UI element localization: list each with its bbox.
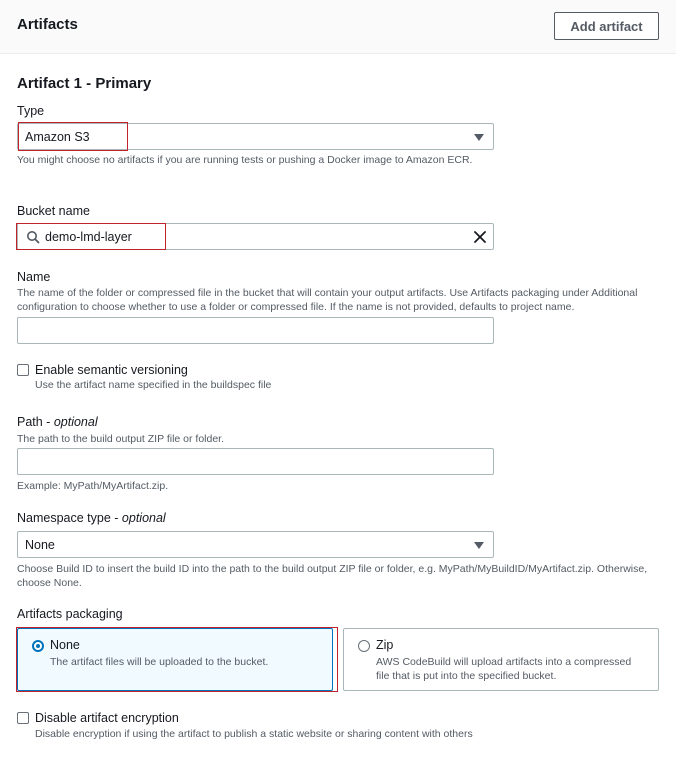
path-example: Example: MyPath/MyArtifact.zip. (17, 480, 169, 492)
caret-down-icon (474, 134, 484, 141)
path-label (17, 415, 98, 429)
namespace-description-1: Choose Build ID to insert the build ID into the path to the build output ZIP file or folder, e.g. MyPath/MyBuildID/MyArtifact.zip. Otherwise, (17, 563, 648, 575)
close-icon[interactable] (473, 230, 487, 244)
bucket-search-input[interactable] (17, 223, 494, 250)
semantic-versioning-description: Use the artifact name specified in the buildspec file (35, 379, 272, 391)
path-optional-text: optional (53, 415, 98, 429)
radio-zip[interactable] (358, 640, 370, 652)
artifact-section-title: Artifact 1 - Primary (17, 75, 152, 92)
type-select[interactable] (17, 123, 494, 150)
semantic-versioning-checkbox[interactable] (17, 364, 29, 376)
path-description: The path to the build output ZIP file or folder. (17, 433, 225, 445)
namespace-label-text: Namespace type - (17, 511, 122, 525)
packaging-none-label: None (50, 638, 80, 652)
disable-encryption-checkbox[interactable] (17, 712, 29, 724)
path-input[interactable] (17, 448, 494, 475)
page-title: Artifacts (17, 16, 78, 33)
type-select-value: Amazon S3 (25, 130, 90, 144)
add-artifact-button[interactable]: Add artifact (554, 12, 659, 40)
radio-none[interactable] (32, 640, 44, 652)
disable-encryption-description: Disable encryption if using the artifact to publish a static website or sharing content with others (35, 728, 473, 740)
packaging-none-description-1: The artifact files will be uploaded to the bucket. (50, 656, 269, 668)
namespace-optional-text: optional (121, 511, 166, 525)
name-label: Name (17, 270, 51, 284)
bucket-label: Bucket name (17, 204, 90, 218)
namespace-label (17, 511, 166, 525)
search-icon (26, 230, 40, 244)
caret-down-icon (474, 542, 484, 549)
artifacts-header (0, 0, 676, 54)
type-label: Type (17, 104, 45, 118)
namespace-select-value: None (25, 538, 55, 552)
packaging-zip-label: Zip (376, 638, 394, 652)
namespace-description-2: choose None. (17, 577, 82, 589)
packaging-zip-description-2: file that is put into the specified bucket. (376, 670, 557, 682)
packaging-none-description (50, 655, 268, 669)
packaging-zip-description (376, 655, 631, 683)
type-description: You might choose no artifacts if you are running tests or pushing a Docker image to Amazon ECR. (17, 154, 473, 166)
namespace-select[interactable] (17, 531, 494, 558)
name-input[interactable] (17, 317, 494, 344)
name-description-2: configuration to choose whether to use a folder or compressed file. If the name is not provided, defaults to project name. (17, 301, 575, 313)
packaging-label: Artifacts packaging (17, 607, 123, 621)
bucket-value: demo-lmd-layer (45, 230, 132, 244)
name-description-1: The name of the folder or compressed file in the bucket that will contain your output artifacts. Use Artifacts packaging under Additional (17, 287, 638, 299)
semantic-versioning-label[interactable]: Enable semantic versioning (35, 363, 188, 377)
packaging-option-zip[interactable] (343, 628, 659, 691)
packaging-option-none[interactable] (17, 628, 333, 691)
disable-encryption-label[interactable]: Disable artifact encryption (35, 711, 179, 725)
path-label-text: Path - (17, 415, 54, 429)
packaging-zip-description-1: AWS CodeBuild will upload artifacts into a compressed (376, 656, 632, 668)
